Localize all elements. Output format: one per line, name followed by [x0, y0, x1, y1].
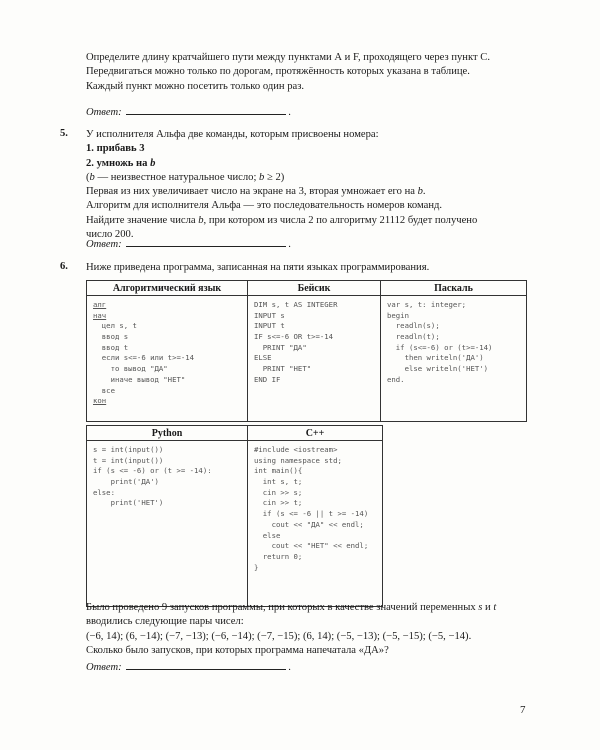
var-b: b: [417, 186, 423, 198]
code-line: cout << "ДА" << endl;: [254, 519, 364, 529]
answer-field-6[interactable]: Ответ: .: [86, 659, 291, 673]
var-b: b: [89, 171, 95, 183]
var-s: s: [478, 602, 483, 613]
code-line: else: [254, 530, 281, 540]
code-line: ввод s: [93, 332, 129, 342]
answer-line[interactable]: [126, 236, 286, 247]
answer-line[interactable]: [126, 104, 286, 115]
code-line: print('НЕТ'): [93, 498, 164, 508]
code-line: если s<=-6 или t>=-14: [93, 353, 195, 363]
code-line: }: [254, 562, 259, 572]
task6-after: [86, 601, 532, 658]
code-line: return 0;: [254, 551, 303, 561]
task-number: 6.: [60, 261, 68, 272]
code-line: все: [93, 385, 115, 395]
code-line: кон: [93, 396, 107, 406]
code-line: то вывод "ДА": [93, 364, 168, 374]
task5-note: (b — неизвестное натуральное число; b ≥ 2): [86, 171, 285, 183]
task6-line: вводились следующие пары чисел:: [86, 616, 244, 628]
code-line: цел s, t: [93, 321, 137, 331]
code-line: readln(s);: [387, 321, 440, 331]
task5-line: число 200.: [86, 229, 134, 241]
task4-line: Каждый пункт можно посетить только один раз.: [86, 80, 305, 92]
answer-field-5[interactable]: Ответ: .: [86, 236, 291, 250]
var-b: b: [259, 171, 265, 183]
var-t: t: [493, 602, 497, 613]
task4-text: [86, 51, 532, 94]
code-line: нач: [93, 310, 107, 320]
code-line: s = int(input()): [93, 445, 164, 454]
code-python: [87, 441, 248, 607]
task5-text-part: Первая из них увеличивает число на экране на 3, вторая умножает его на: [86, 186, 418, 198]
code-line: readln(t);: [387, 332, 440, 342]
note-cond: ≥ 2): [264, 171, 285, 183]
task6-line: Ниже приведена программа, записанная на пяти языках программирования.: [86, 262, 430, 273]
task6-text-part: и: [482, 602, 494, 613]
code-cpp: [248, 441, 383, 607]
code-line: DIM s, t AS INTEGER: [254, 300, 338, 309]
program-table-top: [86, 280, 527, 422]
code-line: then writeln('ДА'): [387, 353, 484, 363]
input-pairs: (−6, 14); (6, −14); (−7, −13); (−6, −14); (−7, −15); (6, 14); (−5, −13); (−5, −15); (−5, −14).: [86, 630, 472, 642]
code-line: end.: [387, 374, 405, 384]
lang-header: Бейсик: [248, 281, 381, 296]
code-line: t = int(input()): [93, 455, 164, 465]
code-line: using namespace std;: [254, 455, 342, 465]
task4-line: Передвигаться можно только по дорогам, протяжённость которых указана в таблице.: [86, 66, 470, 78]
task5-text-part: .: [422, 186, 426, 198]
task5-line: Алгоритм для исполнителя Альфа — это последовательность номеров команд.: [86, 200, 443, 212]
lang-header: C++: [248, 426, 383, 441]
code-line: PRINT "ДА": [254, 342, 307, 352]
code-line: if (s<=-6) or (t>=-14): [387, 342, 493, 352]
code-line: END IF: [254, 374, 281, 384]
page-number: 7: [520, 704, 526, 716]
code-line: ввод t: [93, 342, 129, 352]
answer-label: Ответ:: [86, 239, 122, 250]
code-line: int s, t;: [254, 477, 303, 487]
task5-text-part: Найдите значение числа: [86, 214, 199, 226]
code-line: #include <iostream>: [254, 445, 338, 454]
lang-header: Алгоритмический язык: [87, 281, 248, 296]
task5-text: [86, 128, 532, 242]
code-line: PRINT "НЕТ": [254, 364, 312, 374]
task6-question: Сколько было запусков, при которых программа напечатала «ДА»?: [86, 644, 389, 656]
code-basic: [248, 296, 381, 422]
code-line: else writeln('НЕТ'): [387, 364, 489, 374]
answer-label: Ответ:: [86, 107, 122, 118]
code-line: иначе вывод "НЕТ": [93, 374, 186, 384]
task4-line: Определите длину кратчайшего пути между пунктами А и F, проходящего через пункт С.: [86, 52, 490, 63]
code-line: else:: [93, 487, 115, 497]
code-line: IF s<=-6 OR t>=-14: [254, 332, 334, 342]
code-line: cin >> s;: [254, 487, 303, 497]
code-line: алг: [93, 300, 107, 309]
task5-line: У исполнителя Альфа две команды, которым присвоены номера:: [86, 129, 379, 140]
var-b: b: [198, 214, 204, 226]
code-pascal: [381, 296, 527, 422]
code-alg: [87, 296, 248, 422]
code-line: if (s <= -6) or (t >= -14):: [93, 466, 212, 476]
code-line: if (s <= -6 || t >= -14): [254, 509, 369, 519]
answer-field-4[interactable]: Ответ: .: [86, 104, 291, 118]
program-table-bottom: [86, 425, 383, 607]
code-line: cout << "НЕТ" << endl;: [254, 541, 369, 551]
note-text: — неизвестное натуральное число;: [94, 171, 260, 183]
code-line: int main(){: [254, 466, 303, 476]
code-line: INPUT t: [254, 321, 285, 331]
command-2: [86, 157, 532, 171]
task-number: 5.: [60, 128, 68, 139]
code-line: ELSE: [254, 353, 272, 363]
code-line: var s, t: integer;: [387, 300, 467, 309]
code-line: INPUT s: [254, 310, 285, 320]
code-line: begin: [387, 310, 409, 320]
task5-line: [86, 185, 532, 199]
task6-intro: [86, 261, 532, 275]
task6-line: [86, 601, 532, 615]
answer-label: Ответ:: [86, 662, 122, 673]
code-line: cin >> t;: [254, 498, 303, 508]
task5-text-part: , при котором из числа 2 по алгоритму 21112 будет получено: [203, 214, 478, 226]
task5-line: [86, 214, 532, 228]
lang-header: Python: [87, 426, 248, 441]
command-1: 1. прибавь 3: [86, 143, 145, 155]
task6-text-part: Было проведено 9 запусков программы, при которых в качестве значений переменных: [86, 602, 479, 613]
code-line: print('ДА'): [93, 477, 159, 487]
lang-header: Паскаль: [381, 281, 527, 296]
command-2-var: b: [150, 157, 156, 169]
command-2-text: 2. умножь на: [86, 157, 151, 169]
answer-line[interactable]: [126, 659, 286, 670]
